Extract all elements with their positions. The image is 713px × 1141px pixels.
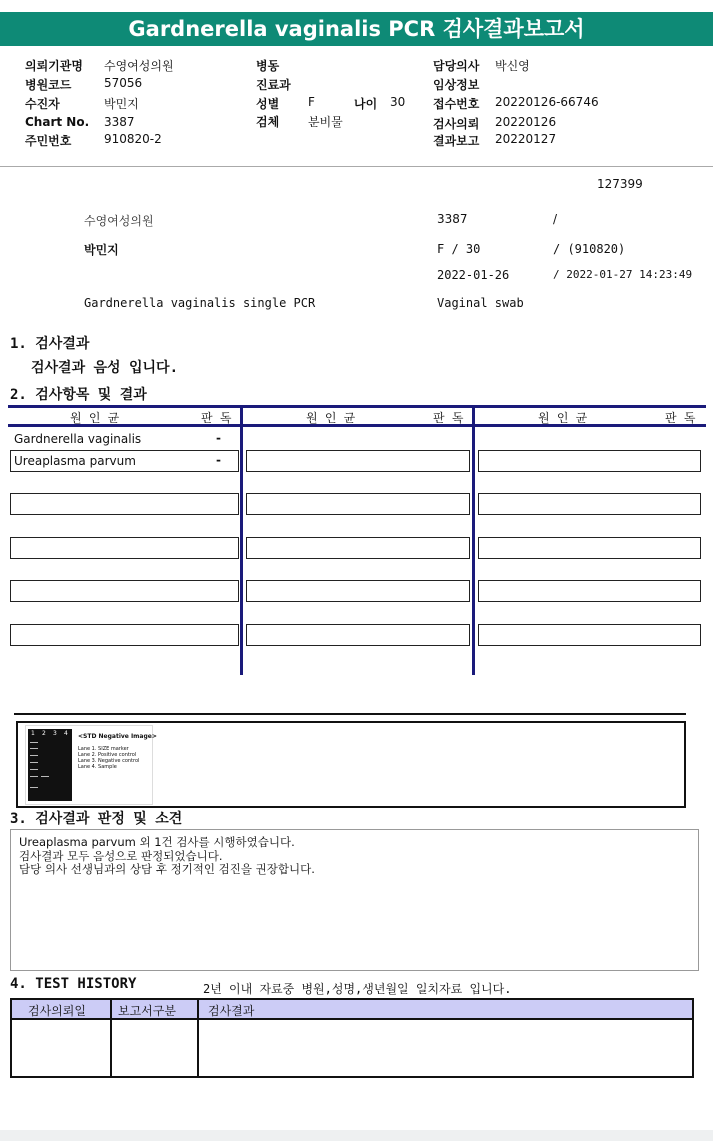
summary-birth: / (910820) (553, 242, 626, 256)
result-cell (478, 624, 701, 646)
summary-slash: / (553, 212, 558, 226)
col-result-3: 판 독 (665, 411, 696, 425)
result-cell (478, 537, 701, 559)
col-result-2: 판 독 (433, 411, 464, 425)
history-col-report-type: 보고서구분 (118, 1004, 176, 1018)
header-info (0, 0, 713, 166)
summary-code: 127399 (597, 177, 643, 191)
gel-image (25, 725, 157, 805)
label-patient: 수진자 (25, 97, 60, 111)
footer-band (0, 1130, 713, 1141)
label-requesting-org: 의뢰기관명 (25, 59, 83, 73)
gel-band (30, 762, 38, 763)
label-department: 진료과 (256, 78, 291, 92)
gel-band (30, 742, 38, 743)
summary-patient-name: 박민지 (84, 243, 119, 257)
remarks-box (10, 829, 699, 971)
summary-report-datetime: / 2022-01-27 14:23:49 (553, 268, 693, 281)
gel-band (30, 787, 38, 788)
value-receipt-no: 20220126-66746 (495, 95, 599, 109)
history-col-divider (197, 1000, 199, 1076)
value-request-date: 20220126 (495, 115, 557, 129)
label-specimen: 검체 (256, 115, 280, 129)
remarks-line: 담당 의사 선생님과의 상담 후 정기적인 검진을 권장합니다. (19, 862, 315, 876)
label-request-date: 검사의뢰 (433, 117, 480, 131)
history-col-result: 검사결과 (208, 1004, 255, 1018)
summary-request-date: 2022-01-26 (437, 268, 510, 282)
result-value-1: - (216, 431, 221, 445)
result-cell (246, 624, 470, 646)
results-table-top-rule (8, 405, 706, 408)
result-cell (10, 537, 239, 559)
result-organism-2: Ureaplasma parvum (14, 454, 136, 468)
report-title: Gardnerella vaginalis PCR 검사결과보고서 (0, 12, 713, 46)
value-patient: 박민지 (104, 97, 139, 111)
value-chart-no: 3387 (104, 115, 135, 129)
gel-lane-number: 2 (42, 730, 46, 737)
result-cell (246, 537, 470, 559)
label-report-date: 결과보고 (433, 134, 480, 148)
result-cell (246, 580, 470, 602)
label-doctor: 담당의사 (433, 59, 480, 73)
result-value-2: - (216, 453, 221, 467)
result-organism-1: Gardnerella vaginalis (14, 432, 142, 446)
gel-band (30, 769, 38, 770)
col-organism-3: 원 인 균 (538, 411, 588, 425)
results-table-divider-1 (240, 405, 243, 675)
gel-band (41, 776, 49, 777)
section3-heading: 3. 검사결과 판정 및 소견 (10, 811, 183, 827)
gel-lane-description: Lane 4. Sample (78, 764, 117, 770)
gel-band (30, 755, 38, 756)
results-table-divider-2 (472, 405, 475, 675)
history-table (10, 998, 694, 1078)
value-hospital-code: 57056 (104, 76, 143, 90)
section2-heading: 2. 검사항목 및 결과 (10, 387, 147, 403)
summary-sex-age: F / 30 (437, 242, 481, 256)
result-cell (246, 450, 470, 472)
result-cell (10, 624, 239, 646)
value-report-date: 20220127 (495, 132, 557, 146)
result-cell (478, 580, 701, 602)
value-resident-no: 910820-2 (104, 132, 162, 146)
result-cell (10, 493, 239, 515)
gel-lane-number: 4 (64, 730, 68, 737)
gel-band (30, 776, 38, 777)
result-cell (478, 493, 701, 515)
gel-lanes (28, 729, 72, 801)
remarks-line: Ureaplasma parvum 외 1건 검사를 시행하였습니다. (19, 835, 295, 849)
col-organism-2: 원 인 균 (306, 411, 356, 425)
history-table-header (12, 1000, 692, 1020)
image-separator (14, 713, 686, 715)
history-note: 2년 이내 자료중 병원,성명,생년월일 일치자료 입니다. (203, 982, 512, 996)
gel-lane-description: Lane 1. SIZE marker (78, 746, 129, 752)
result-cell (10, 580, 239, 602)
value-doctor: 박신영 (495, 59, 530, 73)
gel-lane-number: 3 (53, 730, 57, 737)
history-col-divider (110, 1000, 112, 1076)
gel-image-box (16, 721, 686, 808)
gel-lane-description: Lane 2. Positive control (78, 752, 137, 758)
label-receipt-no: 접수번호 (433, 97, 480, 111)
section1-heading: 1. 검사결과 (10, 336, 90, 352)
label-resident-no: 주민번호 (25, 134, 72, 148)
value-age: 30 (390, 95, 406, 109)
gel-image-title: <STD Negative Image> (78, 733, 157, 740)
label-chart-no: Chart No. (25, 115, 90, 129)
remarks-line: 검사결과 모두 음성으로 판정되었습니다. (19, 848, 223, 863)
label-ward: 병동 (256, 59, 280, 73)
label-clinical-info: 임상정보 (433, 78, 480, 92)
result-cell (478, 450, 701, 472)
label-hospital-code: 병원코드 (25, 78, 72, 92)
summary-test-name: Gardnerella vaginalis single PCR (84, 296, 316, 310)
label-age: 나이 (354, 97, 378, 111)
header-divider (0, 166, 713, 167)
summary-specimen: Vaginal swab (437, 296, 524, 310)
gel-lane-number: 1 (31, 730, 35, 737)
value-sex: F (308, 95, 315, 109)
summary-chart-no: 3387 (437, 212, 468, 226)
section1-result-text: 검사결과 음성 입니다. (31, 360, 179, 376)
value-specimen: 분비물 (308, 115, 343, 129)
col-result-1: 판 독 (201, 411, 232, 425)
history-col-request-date: 검사의뢰일 (28, 1004, 86, 1018)
result-cell (246, 493, 470, 515)
gel-lane-description: Lane 3. Negative control (78, 758, 140, 764)
col-organism-1: 원 인 균 (70, 411, 120, 425)
summary-hospital: 수영여성의원 (84, 214, 154, 228)
value-requesting-org: 수영여성의원 (104, 59, 174, 73)
section4-heading: 4. TEST HISTORY (10, 976, 137, 992)
label-sex: 성별 (256, 97, 280, 111)
gel-band (30, 748, 38, 749)
